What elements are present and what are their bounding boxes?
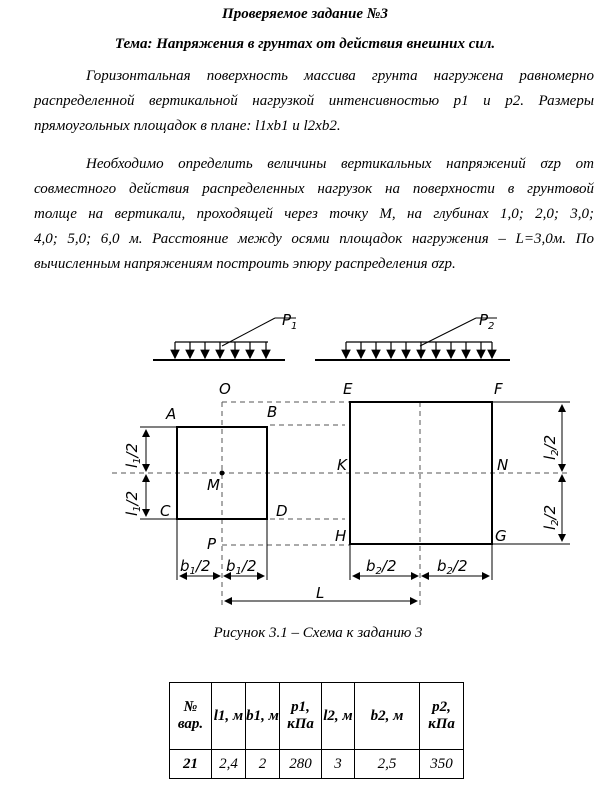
- label-p: P: [207, 535, 217, 553]
- label-b1-left: $b_1/2$: [180, 557, 211, 577]
- label-n: N: [497, 456, 509, 474]
- label-m: M: [207, 476, 220, 494]
- assignment-heading: Проверяемое задание №3: [222, 6, 388, 22]
- label-p2: $P_2$: [479, 311, 495, 332]
- label-e: E: [343, 380, 353, 398]
- cell-l1: 2,4: [212, 750, 246, 779]
- header-l2: l2, м: [322, 683, 355, 750]
- header-p2: p2, кПа: [420, 683, 464, 750]
- p1-line-2: распределенной вертикальной нагрузкой интенсивностью p1 и p2. Размеры: [34, 93, 594, 109]
- p1-line-3: прямоугольных площадок в плане: l1xb1 и l2xb2.: [34, 118, 341, 134]
- header-p1: p1, кПа: [280, 683, 322, 750]
- header-l1: l1, м: [212, 683, 246, 750]
- header-b1: b1, м: [246, 683, 280, 750]
- label-g: G: [495, 527, 507, 545]
- label-L: L: [316, 584, 325, 602]
- label-k: K: [337, 456, 347, 474]
- label-b2-right: $b_2/2$: [437, 557, 468, 577]
- p2-line-1: Необходимо определить величины вертикальных напряжений σzp от: [86, 156, 594, 172]
- label-a: A: [166, 405, 177, 423]
- label-h: H: [335, 527, 347, 545]
- p2-line-2: совместного действия распределенных нагрузок на поверхности в грунтовой: [34, 181, 594, 197]
- p2-line-3: толще на вертикали, проходящей через точку М, на глубинах 1,0; 2,0; 3,0;: [34, 206, 594, 222]
- label-o: O: [219, 380, 231, 398]
- label-d: D: [276, 502, 288, 520]
- load-p1: [153, 318, 296, 360]
- figure-caption: Рисунок 3.1 – Схема к заданию 3: [213, 625, 423, 641]
- cell-p1: 280: [280, 750, 322, 779]
- p1-line-1: Горизонтальная поверхность массива грунта нагружена равномерно: [86, 68, 594, 84]
- assignment-topic: Тема: Напряжения в грунтах от действия внешних сил.: [114, 36, 496, 52]
- cell-l2: 3: [322, 750, 355, 779]
- label-c: C: [160, 502, 171, 520]
- label-b2-left: $b_2/2$: [366, 557, 397, 577]
- p2-line-5: вычисленным напряжениям построить эпюру распределения σzp.: [34, 256, 456, 272]
- cell-p2: 350: [420, 750, 464, 779]
- label-l1-bottom: $l_1/2$: [123, 490, 143, 516]
- cell-variant: 21: [170, 750, 212, 779]
- label-p1: $P_1$: [282, 311, 298, 332]
- label-b1-right: $b_1/2$: [226, 557, 257, 577]
- point-m-dot: [220, 471, 225, 476]
- construction-lines: [112, 402, 570, 608]
- cell-b2: 2,5: [355, 750, 420, 779]
- label-b: B: [267, 403, 278, 421]
- header-b2: b2, м: [355, 683, 420, 750]
- variant-table: [169, 682, 464, 779]
- cell-b1: 2: [246, 750, 280, 779]
- label-l2-top: $l_2/2$: [541, 434, 561, 460]
- header-variant: № вар.: [170, 683, 212, 750]
- label-l2-bottom: $l_2/2$: [541, 504, 561, 530]
- label-f: F: [494, 380, 503, 398]
- label-l1-top: $l_1/2$: [123, 442, 143, 468]
- p2-line-4: 4,0; 5,0; 6,0 м. Расстояние между осями площадок нагружения – L=3,0м. По: [34, 231, 594, 247]
